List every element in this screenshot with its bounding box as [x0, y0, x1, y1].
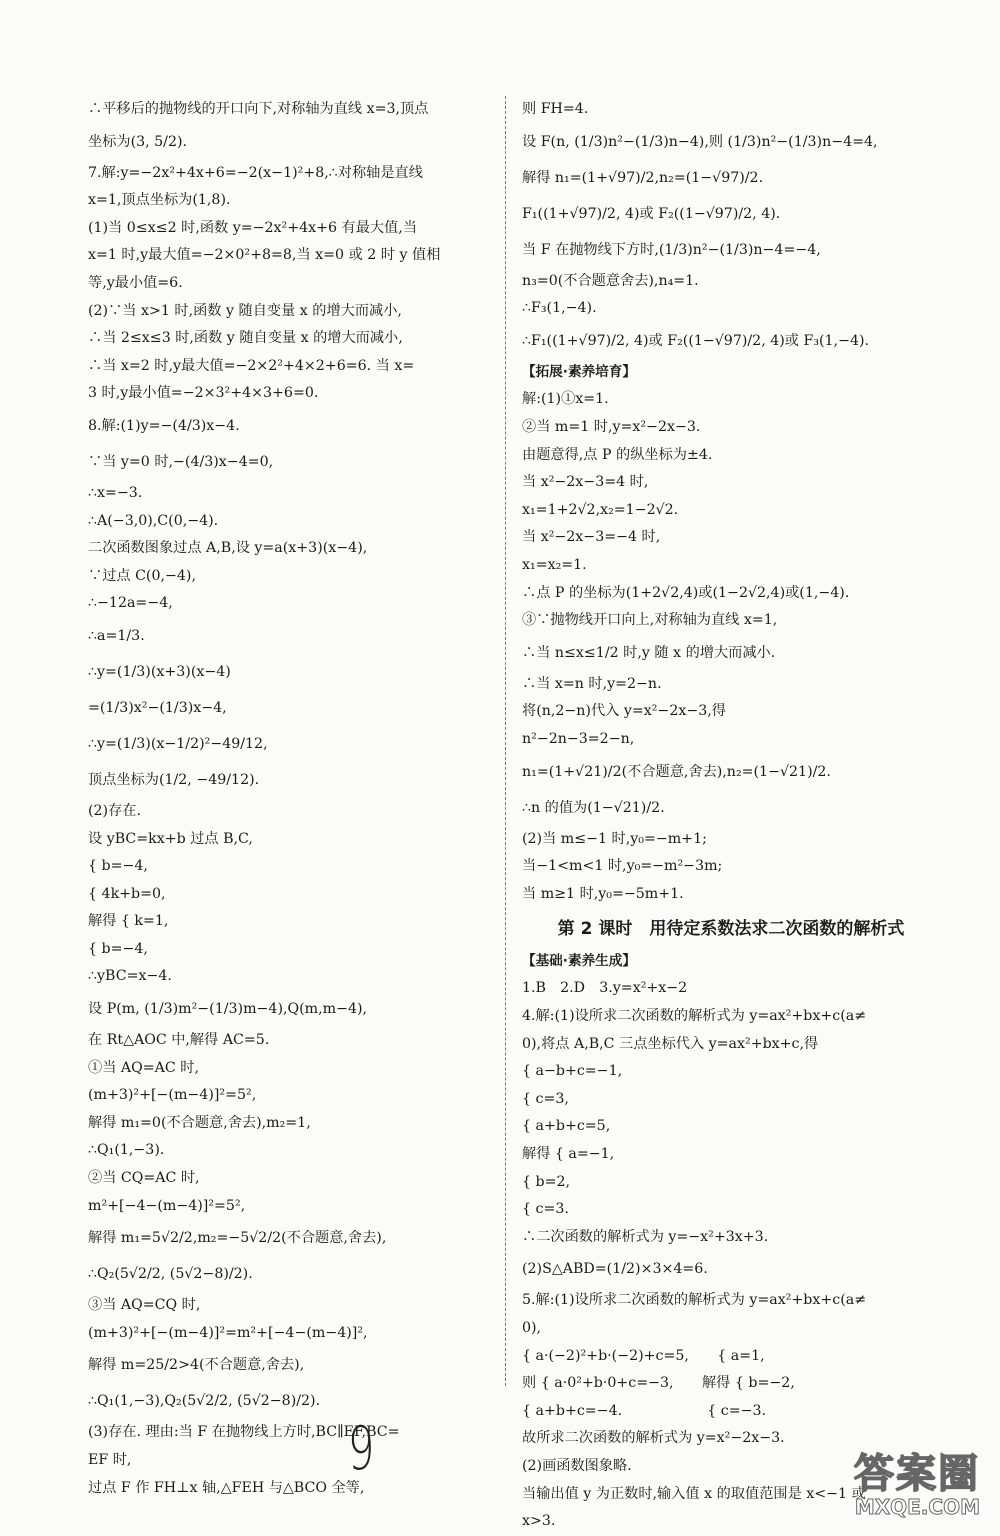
page-number: 9	[347, 1414, 375, 1484]
left-line: 顶点坐标为(1/2, −49/12).	[88, 771, 260, 788]
left-line: (m+3)²+[−(m−4)]²=m²+[−4−(m−4)]²,	[88, 1324, 368, 1341]
left-line: ∴x=−3.	[88, 484, 143, 501]
right-line: ②当 m=1 时,y=x²−2x−3.	[522, 418, 701, 435]
left-line: ∴当 x=2 时,y最大值=−2×2²+4×2+6=6. 当 x=	[88, 357, 415, 374]
right-line: ∴F₃(1,−4).	[522, 300, 597, 317]
right-line: 当 m≥1 时,y₀=−5m+1.	[522, 885, 684, 902]
right-line: 设 F(n, (1/3)n²−(1/3)n−4),则 (1/3)n²−(1/3)n−4=4,	[522, 133, 878, 150]
left-line: ∴平移后的抛物线的开口向下,对称轴为直线 x=3,顶点	[88, 101, 429, 117]
left-line: 解得 m₁=0(不合题意,舍去),m₂=1,	[88, 1114, 311, 1131]
left-line: 7.解:y=−2x²+4x+6=−2(x−1)²+8,∴对称轴是直线	[88, 164, 423, 181]
right-line: ③∵抛物线开口向上,对称轴为直线 x=1,	[522, 612, 778, 629]
left-line: ∴−12a=−4,	[88, 595, 173, 612]
right-line: 【拓展·素养培育】	[522, 363, 636, 380]
left-line: ∴yBC=x−4.	[88, 968, 172, 985]
right-line: { c=3,	[522, 1090, 569, 1107]
left-line: 解得 { k=1,	[88, 913, 169, 930]
right-line: ∴当 x=n 时,y=2−n.	[522, 675, 662, 692]
right-line: 0),	[522, 1320, 542, 1336]
left-line: ∴Q₁(1,−3).	[88, 1142, 165, 1159]
left-line: x=1,顶点坐标为(1,8).	[88, 192, 231, 209]
left-line: (2)存在.	[88, 802, 141, 819]
right-line: 将(n,2−n)代入 y=x²−2x−3,得	[522, 703, 726, 720]
watermark	[854, 1442, 980, 1519]
left-line: ∴y=(1/3)(x+3)(x−4)	[88, 663, 231, 680]
right-line: 当 F 在抛物线下方时,(1/3)n²−(1/3)n−4=−4,	[522, 241, 821, 258]
right-line: 当 x²−2x−3=4 时,	[522, 474, 649, 491]
column-divider	[505, 96, 506, 1386]
left-line: 过点 F 作 FH⊥x 轴,△FEH 与△BCO 全等,	[88, 1479, 365, 1496]
left-line: x=1 时,y最大值=−2×0²+8=8,当 x=0 或 2 时 y 值相	[88, 247, 441, 264]
right-line: ∴n 的值为(1−√21)/2.	[522, 799, 665, 816]
right-line: (2)S△ABD=(1/2)×3×4=6.	[522, 1261, 708, 1278]
left-line: ∴y=(1/3)(x−1/2)²−49/12,	[88, 735, 268, 752]
right-line: n²−2n−3=2−n,	[522, 730, 635, 747]
left-line: { b=−4,	[88, 858, 148, 875]
right-line: 解得 n₁=(1+√97)/2,n₂=(1−√97)/2.	[522, 169, 764, 186]
watermark-url: MXQE.COM	[854, 1495, 980, 1519]
left-line: ∵过点 C(0,−4),	[88, 567, 196, 584]
left-line: { 4k+b=0,	[88, 885, 166, 902]
right-line: n₁=(1+√21)/2(不合题意,舍去),n₂=(1−√21)/2.	[522, 763, 831, 780]
right-line: F₁((1+√97)/2, 4)或 F₂((1−√97)/2, 4).	[522, 205, 781, 222]
left-line: (m+3)²+[−(m−4)]²=5²,	[88, 1087, 257, 1104]
right-line: x₁=x₂=1.	[522, 556, 587, 573]
right-line: { a−b+c=−1,	[522, 1063, 623, 1080]
left-line: 在 Rt△AOC 中,解得 AC=5.	[88, 1032, 270, 1049]
right-line: x>3.	[522, 1513, 556, 1530]
left-line: (2)∵当 x>1 时,函数 y 随自变量 x 的增大而减小,	[88, 302, 402, 319]
right-line: 解得 { a=−1,	[522, 1146, 615, 1163]
left-line: ∴Q₂(5√2/2, (5√2−8)/2).	[88, 1266, 253, 1283]
right-line: 当 x²−2x−3=−4 时,	[522, 529, 661, 546]
left-line: 设 P(m, (1/3)m²−(1/3)m−4),Q(m,m−4),	[88, 1001, 368, 1018]
right-line: { a+b+c=5,	[522, 1118, 611, 1135]
left-line: ∴A(−3,0),C(0,−4).	[88, 512, 219, 529]
left-line: (3)存在. 理由:当 F 在抛物线上方时,BC∥EF,BC=	[88, 1424, 400, 1441]
right-line: 0),将点 A,B,C 三点坐标代入 y=ax²+bx+c,得	[522, 1035, 819, 1052]
right-line: 第 2 课时 用待定系数法求二次函数的解析式	[557, 919, 905, 940]
left-line: ③当 AQ=CQ 时,	[88, 1297, 201, 1314]
left-column	[88, 96, 490, 1502]
left-line: EF 时,	[88, 1452, 132, 1468]
right-line: { a+b+c=−4. { c=−3.	[522, 1402, 767, 1419]
left-line: 解得 m=25/2>4(不合题意,舍去),	[88, 1357, 305, 1374]
left-line: 二次函数图象过点 A,B,设 y=a(x+3)(x−4),	[88, 540, 368, 557]
left-line: { b=−4,	[88, 940, 148, 957]
right-line: ∴点 P 的坐标为(1+2√2,4)或(1−2√2,4)或(1,−4).	[522, 584, 850, 601]
right-line: ∴二次函数的解析式为 y=−x²+3x+3.	[522, 1228, 769, 1245]
left-line: 坐标为(3, 5/2).	[88, 133, 188, 150]
left-line: (1)当 0≤x≤2 时,函数 y=−2x²+4x+6 有最大值,当	[88, 219, 418, 236]
right-line: 1.B 2.D 3.y=x²+x−2	[522, 980, 688, 997]
right-line: 5.解:(1)设所求二次函数的解析式为 y=ax²+bx+c(a≠	[522, 1292, 867, 1309]
right-line: ∴F₁((1+√97)/2, 4)或 F₂((1−√97)/2, 4)或 F₃(1,−4).	[522, 332, 870, 349]
right-line: 则 { a·0²+b·0+c=−3, 解得 { b=−2,	[522, 1375, 795, 1392]
left-line: m²+[−4−(m−4)]²=5²,	[88, 1197, 246, 1214]
left-line: ∴Q₁(1,−3),Q₂(5√2/2, (5√2−8)/2).	[88, 1393, 321, 1410]
right-line: 解:(1)①x=1.	[522, 391, 609, 408]
left-line: ∴当 2≤x≤3 时,函数 y 随自变量 x 的增大而减小,	[88, 330, 403, 347]
left-line: 8.解:(1)y=−(4/3)x−4.	[88, 417, 240, 434]
right-line: 【基础·素养生成】	[522, 952, 636, 969]
left-line: 等,y最小值=6.	[88, 274, 183, 291]
right-line: n₃=0(不合题意舍去),n₄=1.	[522, 272, 699, 289]
right-line: { c=3.	[522, 1201, 569, 1218]
right-line: 由题意得,点 P 的纵坐标为±4.	[522, 446, 713, 463]
left-line: 解得 m₁=5√2/2,m₂=−5√2/2(不合题意,舍去),	[88, 1230, 387, 1247]
right-line: x₁=1+2√2,x₂=1−2√2.	[522, 501, 679, 518]
left-line: 3 时,y最小值=−2×3²+4×3+6=0.	[88, 385, 319, 402]
right-line: { a·(−2)²+b·(−2)+c=5, { a=1,	[522, 1347, 765, 1364]
right-line: (2)当 m≤−1 时,y₀=−m+1;	[522, 830, 707, 847]
left-line: 设 yBC=kx+b 过点 B,C,	[88, 830, 253, 847]
right-column	[522, 96, 940, 1536]
left-line: ∴a=1/3.	[88, 627, 145, 644]
left-line: ②当 CQ=AC 时,	[88, 1170, 200, 1187]
right-line: 4.解:(1)设所求二次函数的解析式为 y=ax²+bx+c(a≠	[522, 1008, 867, 1025]
right-line: 故所求二次函数的解析式为 y=x²−2x−3.	[522, 1430, 785, 1447]
right-line: 则 FH=4.	[522, 101, 589, 117]
right-line: ∴当 n≤x≤1/2 时,y 随 x 的增大而减小.	[522, 644, 776, 661]
right-line: (2)画函数图象略.	[522, 1457, 632, 1474]
left-line: ∵当 y=0 时,−(4/3)x−4=0,	[88, 453, 274, 470]
watermark-text: 答案圈	[854, 1451, 980, 1497]
left-line: ①当 AQ=AC 时,	[88, 1059, 199, 1076]
left-line: =(1/3)x²−(1/3)x−4,	[88, 699, 227, 716]
right-line: { b=2,	[522, 1173, 571, 1190]
right-line: 当−1<m<1 时,y₀=−m²−3m;	[522, 858, 723, 875]
right-line: 当输出值 y 为正数时,输入值 x 的取值范围是 x<−1 或	[522, 1485, 866, 1502]
